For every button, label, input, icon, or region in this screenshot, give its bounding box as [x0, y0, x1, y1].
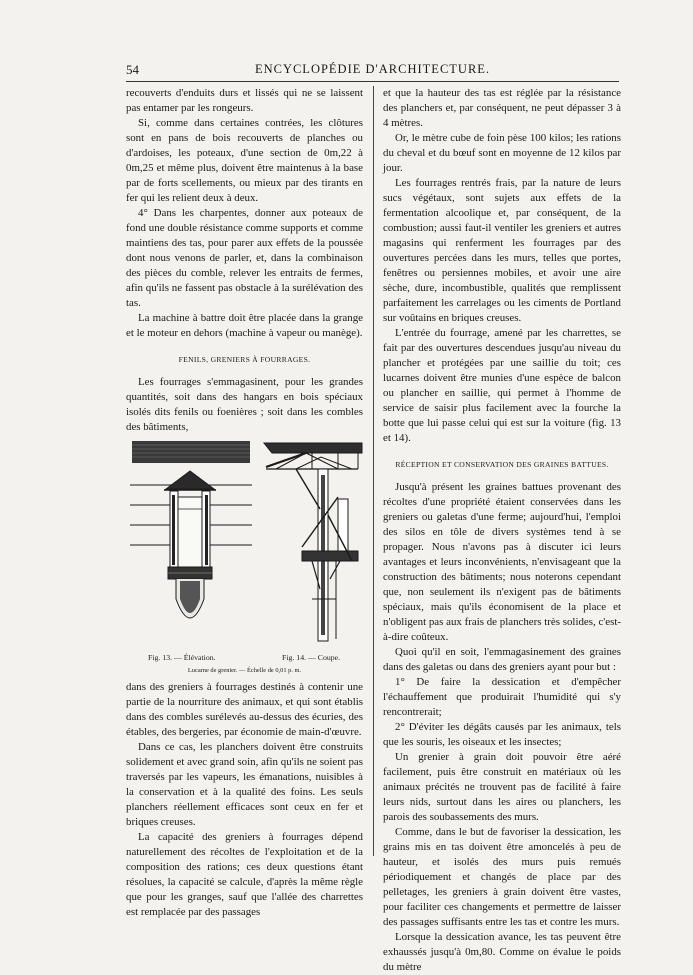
- paragraph: 2° D'éviter les dégâts causés par les animaux, tels que les souris, les oiseaux et les insectes;: [383, 721, 621, 748]
- figure-14-caption: Fig. 14. — Coupe.: [282, 653, 341, 662]
- paragraph: Un grenier à grain doit pouvoir être aéré facilement, puis être construit en matériaux où les animaux précités ne trouvent pas de facilité à faire leurs nids, surtout dans les aires ou planchers, les parois des soubassements des murs.: [383, 751, 621, 823]
- running-title: ENCYCLOPÉDIE D'ARCHITECTURE.: [254, 62, 491, 76]
- paragraph: Dans ce cas, les planchers doivent être construits solidement et avec grand soin, afin qu'ils ne soient pas traversés par les vapeurs, les émanations, nuisibles à la conservation et à la qualité des foins. Les seuls planchers réellement efficaces sont ceux en fer et briques creuses.: [126, 741, 363, 828]
- figure-13-caption: Fig. 13. — Élévation.: [148, 653, 216, 662]
- paragraph: La machine à battre doit être placée dans la grange et le moteur en dehors (machine à vapeur ou manège).: [126, 312, 363, 339]
- paragraph: L'entrée du fourrage, amené par les charrettes, se fait par des ouvertures descendues jusqu'au niveau du plancher et protégées par une saillie du toit; ces lucarnes doivent être munies d'une espèce de balcon ou plancher en saillie, qui permet à l'homme de service de saisir plus facilement avec la fourche la botte que lui passe celui qui est sur la voiture (fig. 13 et 14).: [383, 327, 621, 444]
- paragraph: recouverts d'enduits durs et lissés qui ne se laissent pas entamer par les rongeurs.: [126, 87, 363, 114]
- paragraph: La capacité des greniers à fourrages dépend naturellement des récoltes de l'exploitation et de la composition des rations; ces deux questions étant résolues, la capacité se calcule, d'après la même règle que pour les granges, sauf que l'allée des charrettes est remplacée par des passages: [126, 831, 363, 918]
- paragraph: Comme, dans le but de favoriser la dessication, les grains mis en tas doivent être amoncelés à peu de hauteur, et isolés des murs puis remués périodiquement et changés de place par des pelletages, les greniers à grain doivent être vastes, pour faciliter ces changements et permettre de laisser des passages suffisants entre les tas et contre les murs.: [383, 826, 621, 928]
- right-column: [383, 86, 621, 973]
- paragraph: Les fourrages rentrés frais, par la nature de leurs sucs végétaux, sont sujets aux effets de la fermentation alcoolique et, par conséquent, de la combustion; aussi faut-il ventiler les greniers et autres magasins qui renferment les fourrages par des ouvertures percées dans les murs, telles que portes, fenêtres ou persiennes mobiles, et avoir une aire sèche, dure, incombustible, qualités que remplissent parfaitement les carrelages ou les ciments de Portland sur voûtains en briques creuses.: [383, 177, 621, 324]
- paragraph: Si, comme dans certaines contrées, les clôtures sont en pans de bois recouverts de planches ou d'ardoises, les poteaux, d'une section de 0m,22 à 0m,25 et même plus, doivent être maintenus à la base par de forts scellements, ou mieux par des tirants en fer qui les relient deux à deux.: [126, 117, 363, 204]
- page-number: 54: [126, 62, 139, 77]
- left-column: [126, 86, 363, 918]
- paragraph: Les fourrages s'emmagasinent, pour les grandes quantités, soit dans des hangars en bois spéciaux isolés dits fenils ou foenières ; soit dans les combles des bâtiments,: [126, 376, 363, 433]
- section-heading-graines: RÉCEPTION ET CONSERVATION DES GRAINES BATTUES.: [395, 460, 609, 469]
- paragraph: Lorsque la dessication avance, les tas peuvent être exhaussés jusqu'à 0m,80. Comme on évalue le poids du mètre: [383, 931, 621, 973]
- figure-lucarne: [126, 439, 363, 677]
- section-heading-fenils: FENILS, GRENIERS À FOURRAGES.: [178, 355, 311, 364]
- paragraph: 4° Dans les charpentes, donner aux poteaux de fond une double résistance comme supports et comme maintiens des tas, pour parer aux effets de la poussée dont nous venons de parler, et, dans la combinaison des pièces du comble, relever les entraits de fermes, afin qu'ils ne fassent pas obstacle à la surélévation des tas.: [126, 207, 363, 309]
- fig14-coupe: [264, 443, 362, 641]
- header-rule: [126, 81, 619, 82]
- paragraph: et que la hauteur des tas est réglée par la résistance des planchers et, par conséquent, ne peut dépasser 3 à 4 mètres.: [383, 87, 621, 129]
- paragraph: Quoi qu'il en soit, l'emmagasinement des graines dans des galetas ou dans des greniers ayant pour but :: [383, 646, 621, 673]
- lucarne-illustration: [126, 439, 363, 649]
- page-header: [126, 62, 619, 80]
- fig13-elevation: [130, 441, 252, 618]
- paragraph: dans des greniers à fourrages destinés à contenir une partie de la nourriture des animaux, et qui sont établis dans des combles surélevés au-dessus des écuries, des étables, des bergeries, par économie de main-d'œuvre.: [126, 681, 363, 738]
- paragraph: Or, le mètre cube de foin pèse 100 kilos; les rations du cheval et du bœuf sont en moyenne de 12 kilos par jour.: [383, 132, 621, 174]
- column-divider: [373, 86, 374, 856]
- paragraph: 1° De faire la dessication et d'empêcher l'échauffement que produirait l'humidité qui s'y rencontrerait;: [383, 676, 621, 718]
- paragraph: Jusqu'à présent les graines battues provenant des récoltes d'une propriété étaient conservées dans les greniers ou galetas d'une ferme; aujourd'hui, l'emploi des silos en tôle de divers systèmes tend à se propager. Nous n'avons pas à discuter ici leurs avantages et leurs inconvénients, n'envisageant que la construction des bâtiments; nous noterons cependant que, non seulement ils n'exigent pas de bâtiments spéciaux, mais qu'ils économisent de la place et n'obligent pas aux frais de planchers très solides, c'est-à-dire coûteux.: [383, 481, 621, 643]
- figure-subcaption: Lucarne de grenier. — Échelle de 0,01 p. m.: [187, 667, 302, 674]
